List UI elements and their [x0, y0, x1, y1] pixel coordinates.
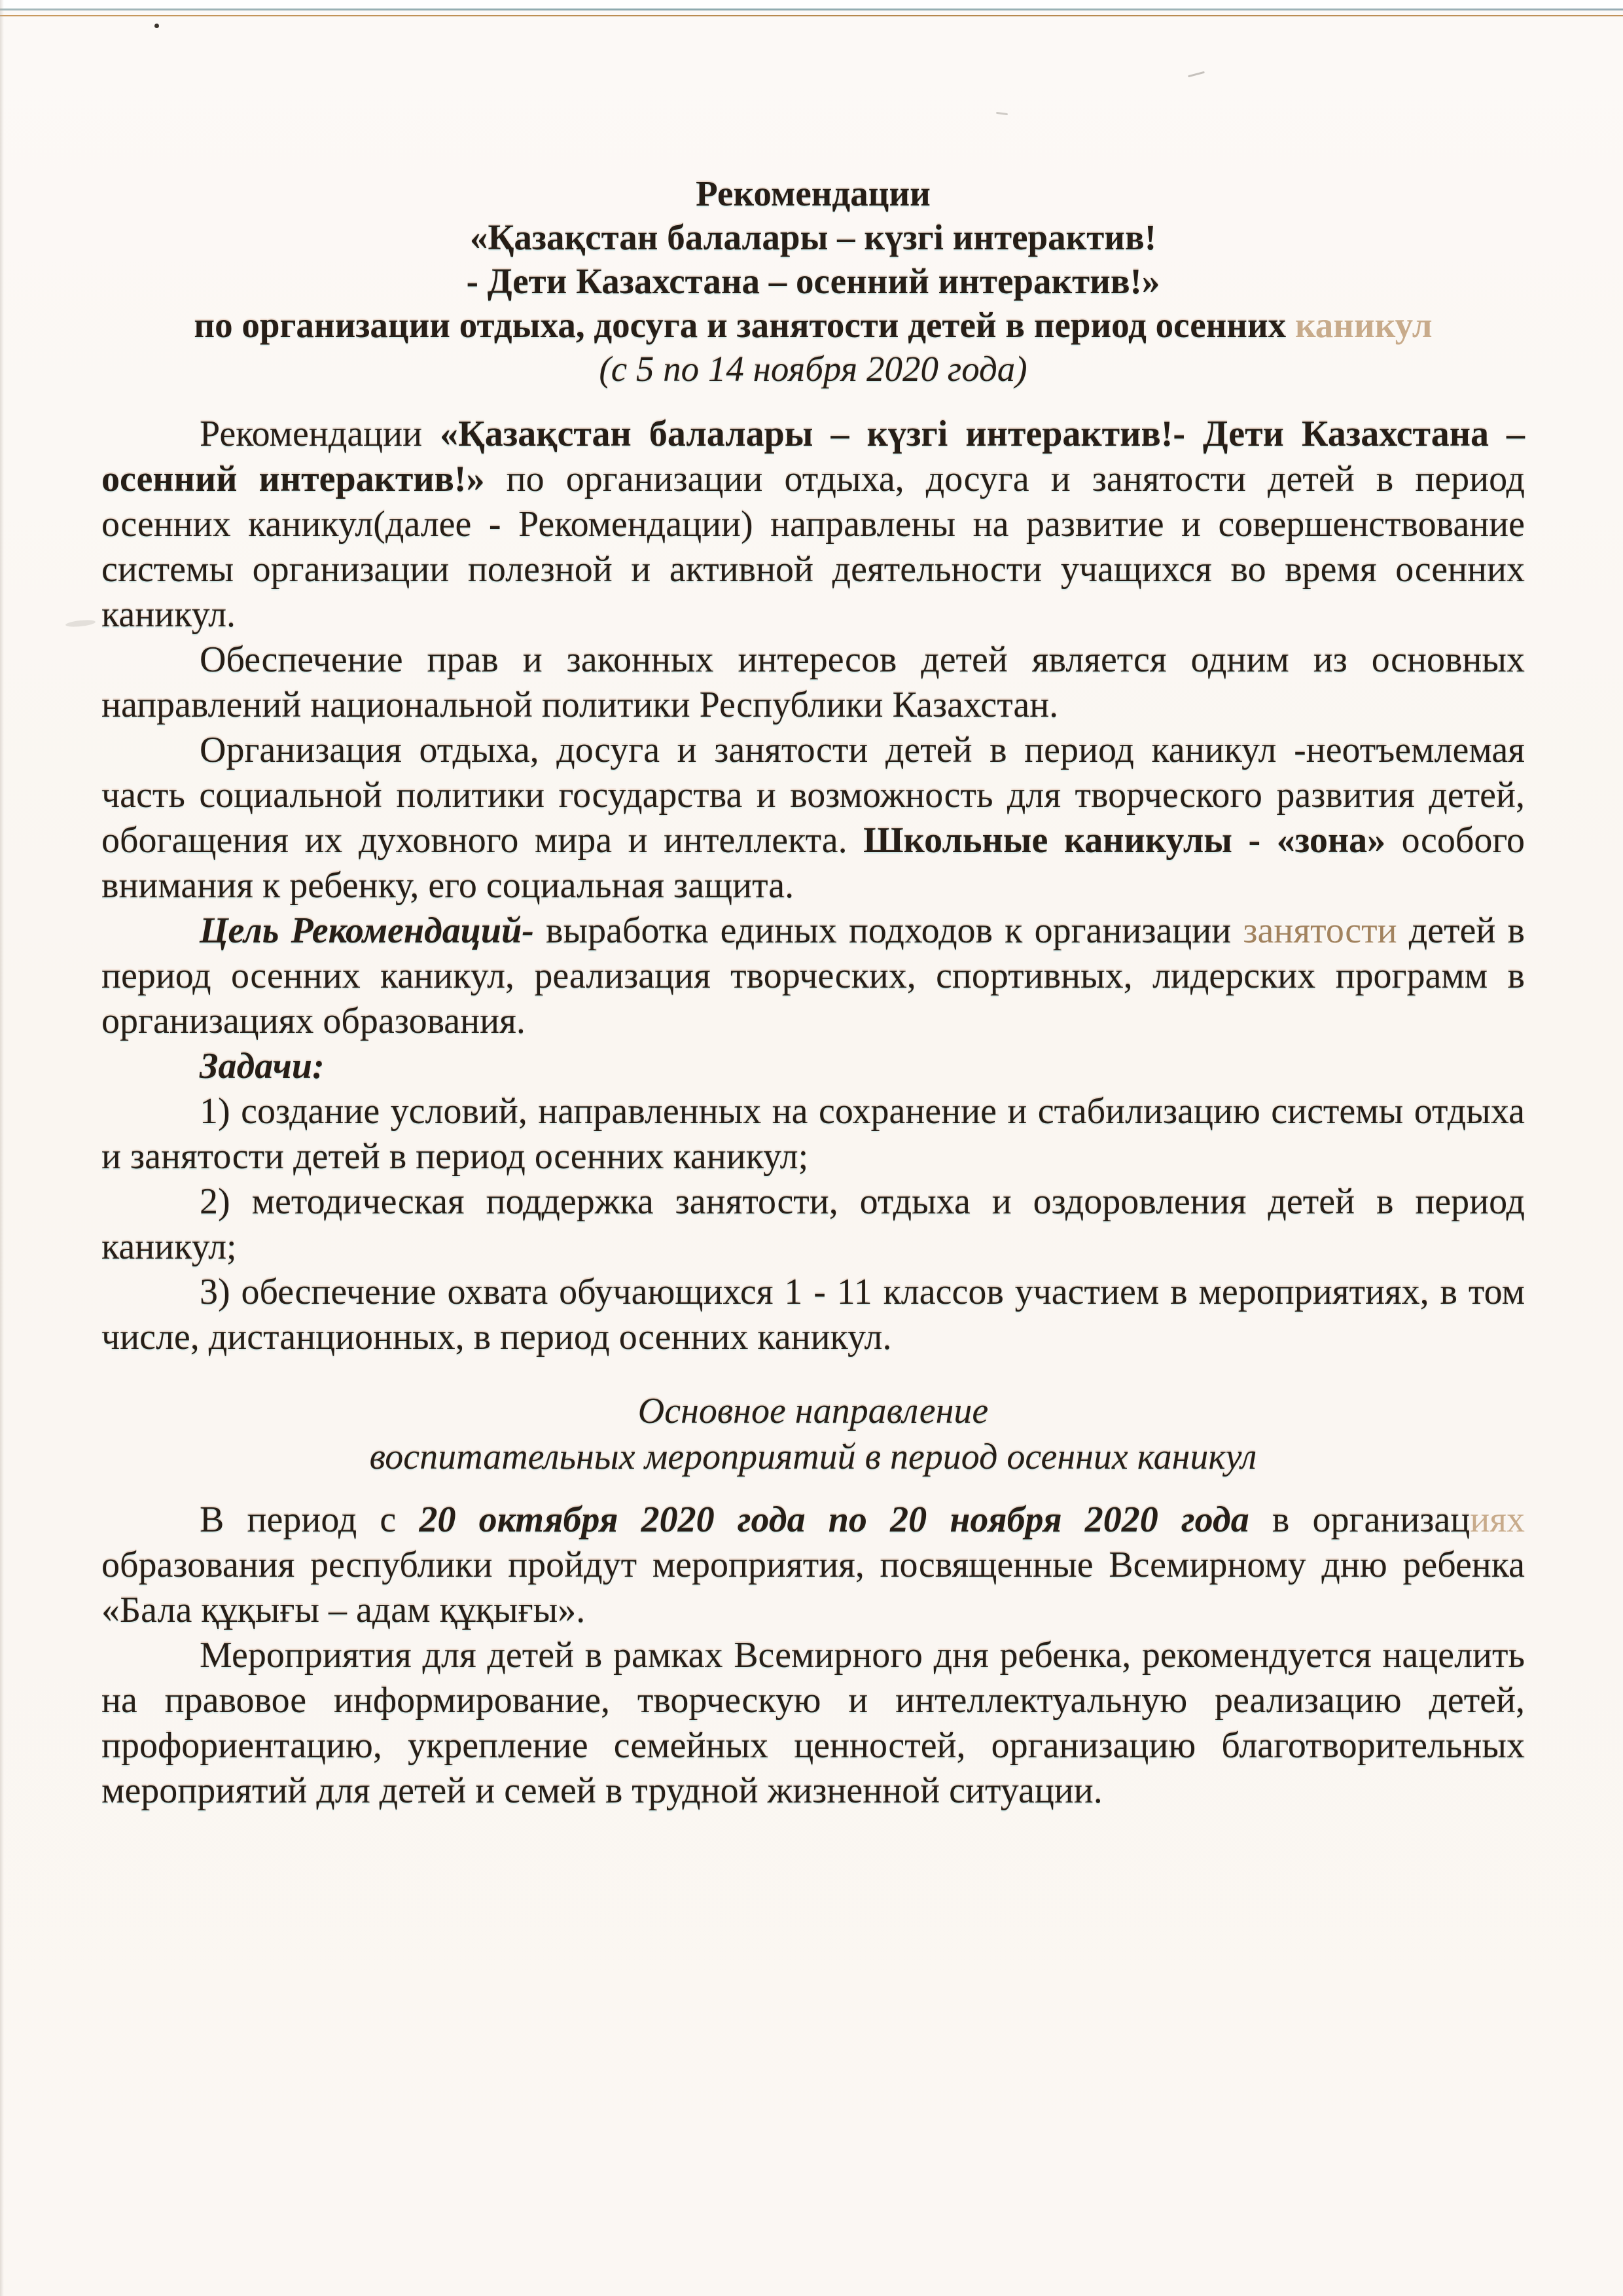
paragraph-goal — [101, 908, 1525, 1044]
paragraph-organization — [101, 728, 1525, 908]
goal-label: Цель Рекомендаций- — [200, 910, 534, 951]
task-item-3: 3) обеспечение охвата обучающихся 1 - 11 классов участием в мероприятиях, в том числе, дистанционных, в период осенних каникул. — [101, 1272, 1525, 1357]
intro-rest: по организации отдыха, досуга и занятости детей в период осенних каникул(далее - Рекомендации) направлены на развитие и совершенствование системы организации полезной и активной деятельности учащихся во время осенних каникул. — [101, 459, 1525, 635]
paragraph-intro — [101, 412, 1525, 637]
section-heading-line-2: воспитательных мероприятий в период осенних каникул — [369, 1437, 1257, 1477]
title-date-line: (с 5 по 14 ноября 2020 года) — [599, 349, 1027, 389]
tasks-label — [101, 1044, 1525, 1089]
document-title — [101, 171, 1525, 391]
task-item-1: 1) создание условий, направленных на сохранение и стабилизацию системы отдыха и занятости детей в период осенних каникул; — [101, 1091, 1525, 1177]
title-faded-word: каникул — [1294, 305, 1433, 345]
goal-text-before: выработка единых подходов к организации — [533, 910, 1243, 951]
organization-end: особого внимания к ребенку, его социальная защита. — [101, 820, 1525, 906]
period-faded-tail: иях — [1470, 1499, 1525, 1540]
intro-program-name: «Қазақстан балалары – күзгі интерактив!- Дети Казахстана – осенний интерактив!» — [101, 414, 1525, 499]
paper-scuff-mark — [996, 112, 1008, 115]
title-line-4-text: по организации отдыха, досуга и занятости детей в период осенних — [194, 305, 1295, 345]
intro-lead: Рекомендации — [200, 414, 440, 454]
goal-faded-word: занятости — [1243, 910, 1397, 951]
paragraph-rights: Обеспечение прав и законных интересов детей является одним из основных направлений национальной политики Республики Казахстан. — [101, 639, 1525, 725]
period-dates: 20 октября 2020 года по 20 ноября 2020 года — [419, 1499, 1249, 1540]
section-heading — [101, 1388, 1525, 1480]
tasks-label-text: Задачи: — [200, 1046, 325, 1086]
page-left-edge-shadow — [0, 0, 4, 2296]
paper-smudge — [65, 619, 96, 628]
scan-artifact-line-gray — [0, 9, 1623, 10]
organization-main: Организация отдыха, досуга и занятости детей в период каникул -неотъемлемая часть социальной политики государства и возможность для творческого развития детей, обогащения их духовного мира и интеллекта. — [101, 730, 1525, 861]
title-line-1: Рекомендации — [696, 173, 931, 213]
paper-scuff-mark — [1188, 71, 1205, 78]
period-lead: В период с — [200, 1499, 419, 1540]
organization-bold-phrase: Школьные каникулы - «зона» — [863, 820, 1386, 861]
paper-speck — [154, 24, 159, 28]
scan-artifact-line-orange — [0, 15, 1623, 16]
paragraph-period — [101, 1498, 1525, 1633]
period-rest: образования республики пройдут мероприятия, посвященные Всемирному дню ребенка «Бала құқығы – адам құқығы». — [101, 1545, 1525, 1630]
task-item-2: 2) методическая поддержка занятости, отдыха и оздоровления детей в период каникул; — [101, 1181, 1525, 1267]
scan-edge-strip — [0, 0, 1623, 9]
period-mid: в организац — [1249, 1499, 1471, 1540]
title-line-4 — [101, 303, 1525, 347]
paragraph-events: Мероприятия для детей в рамках Всемирного дня ребенка, рекомендуется нацелить на правовое информирование, творческую и интеллектуальную реализацию детей, профориентацию, укрепление семейных ценностей, организацию благотворительных мероприятий для детей и семей в трудной жизненной ситуации. — [101, 1635, 1525, 1811]
goal-text-after: детей в период осенних каникул, реализация творческих, спортивных, лидерских программ в организациях образования. — [101, 910, 1525, 1041]
section-heading-line-1: Основное направление — [637, 1391, 989, 1431]
title-line-2: «Қазақстан балалары – күзгі интерактив! — [469, 217, 1157, 257]
document-content — [101, 171, 1525, 1814]
title-line-3: - Дети Казахстана – осенний интерактив!» — [466, 261, 1160, 301]
